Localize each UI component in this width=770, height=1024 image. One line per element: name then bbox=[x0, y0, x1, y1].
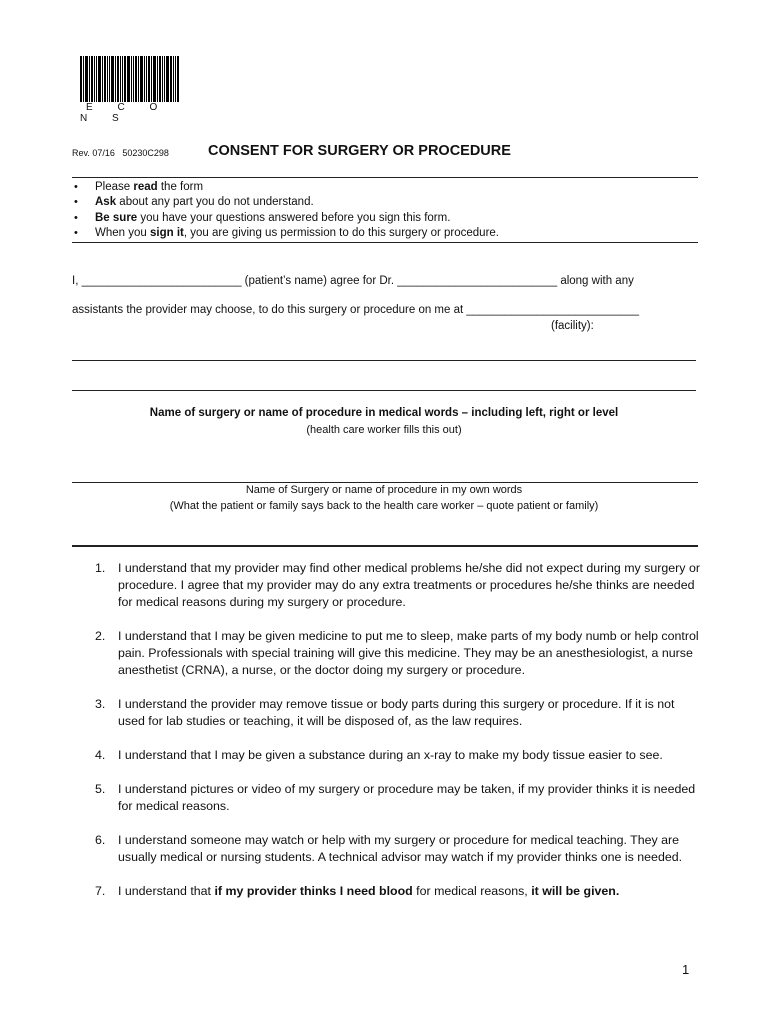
statement-text: I understand that bbox=[118, 884, 215, 898]
instruction-text: the form bbox=[157, 181, 204, 193]
header-divider bbox=[72, 177, 698, 178]
procedure-medical-sublabel: (health care worker fills this out) bbox=[306, 424, 462, 436]
statement-text: for medical reasons, bbox=[412, 884, 532, 898]
statement-text: I understand the provider may remove tissue or body parts during this surgery or procedure. If it is not used for lab studies or teaching, it will be disposed of, as the law requires. bbox=[118, 697, 675, 728]
facility-line: assistants the provider may choose, to do this surgery or procedure on me at ___________________________ bbox=[72, 304, 640, 316]
statement-number: 5. bbox=[95, 782, 106, 796]
statement-number: 6. bbox=[95, 833, 106, 847]
page-number: 1 bbox=[682, 962, 690, 977]
statement-emphasis: it will be given. bbox=[531, 884, 620, 898]
consent-statements bbox=[72, 560, 704, 900]
instruction-emphasis: Ask bbox=[95, 196, 117, 209]
procedure-own-words-sublabel: (What the patient or family says back to the health care worker – quote patient or family) bbox=[169, 500, 599, 512]
consent-statement bbox=[72, 781, 704, 815]
statement-number: 1. bbox=[95, 561, 106, 575]
patient-doctor-line: I, _________________________ (patient’s name) agree for Dr. _________________________ along with any bbox=[72, 275, 634, 287]
barcode-caption: E C O N S bbox=[80, 102, 169, 124]
consent-statement bbox=[72, 832, 704, 866]
section-divider bbox=[72, 545, 698, 547]
procedure-own-words-label: Name of Surgery or name of procedure in my own words bbox=[245, 484, 523, 496]
instruction-text: you have your questions answered before you sign this form. bbox=[137, 211, 451, 224]
instruction-emphasis: Be sure bbox=[95, 211, 138, 224]
form-title: CONSENT FOR SURGERY OR PROCEDURE bbox=[208, 143, 511, 159]
statement-number: 7. bbox=[95, 884, 106, 898]
instruction-item bbox=[72, 211, 712, 226]
instruction-item bbox=[72, 180, 712, 195]
consent-statement bbox=[72, 628, 704, 679]
consent-statement bbox=[72, 696, 704, 730]
instruction-emphasis: read bbox=[133, 181, 158, 193]
statement-number: 3. bbox=[95, 697, 106, 711]
procedure-medical-line-1 bbox=[72, 360, 696, 361]
statement-text: I understand someone may watch or help with my surgery or procedure for medical teaching. They are usually medical or nursing students. A technical advisor may watch if my provider thinks one is needed. bbox=[118, 833, 683, 864]
statement-number: 2. bbox=[95, 629, 106, 643]
instruction-item bbox=[72, 195, 712, 210]
instruction-emphasis: sign it bbox=[149, 226, 184, 239]
instruction-list bbox=[72, 180, 712, 241]
statement-text: I understand pictures or video of my surgery or procedure may be taken, if my provider thinks it is needed for medical reasons. bbox=[118, 782, 696, 813]
instructions-divider bbox=[72, 242, 698, 243]
facility-label: (facility): bbox=[551, 320, 594, 332]
procedure-medical-line-2 bbox=[72, 390, 696, 391]
instruction-text: about any part you do not understand. bbox=[116, 196, 314, 209]
procedure-medical-label: Name of surgery or name of procedure in medical words – including left, right or level bbox=[149, 407, 619, 419]
consent-statement bbox=[72, 747, 704, 764]
consent-statement bbox=[72, 883, 704, 900]
instruction-text: , you are giving us permission to do this surgery or procedure. bbox=[183, 226, 499, 239]
procedure-own-words-line bbox=[72, 482, 698, 483]
statement-text: I understand that my provider may find other medical problems he/she did not expect during my surgery or procedure. I agree that my provider may do any extra treatments or procedures he/she thinks are needed for medical reasons during my surgery or procedure. bbox=[118, 561, 700, 609]
consent-statement bbox=[72, 560, 704, 611]
instruction-text: Please bbox=[95, 181, 134, 193]
statement-emphasis: if my provider thinks I need blood bbox=[214, 884, 413, 898]
instruction-text: When you bbox=[95, 226, 150, 239]
statement-text: I understand that I may be given medicine to put me to sleep, make parts of my body numb or help control pain. Professionals with special training will give this medicine. They may be an anesthesiologist, a nurse anesthetist (CRNA), a nurse, or the doctor doing my surgery or procedure. bbox=[118, 629, 699, 677]
revision-code: Rev. 07/16 50230C298 bbox=[72, 148, 169, 158]
instruction-item bbox=[72, 226, 712, 241]
statement-text: I understand that I may be given a substance during an x-ray to make my body tissue easier to see. bbox=[118, 748, 663, 762]
barcode bbox=[80, 56, 200, 102]
statement-number: 4. bbox=[95, 748, 106, 762]
